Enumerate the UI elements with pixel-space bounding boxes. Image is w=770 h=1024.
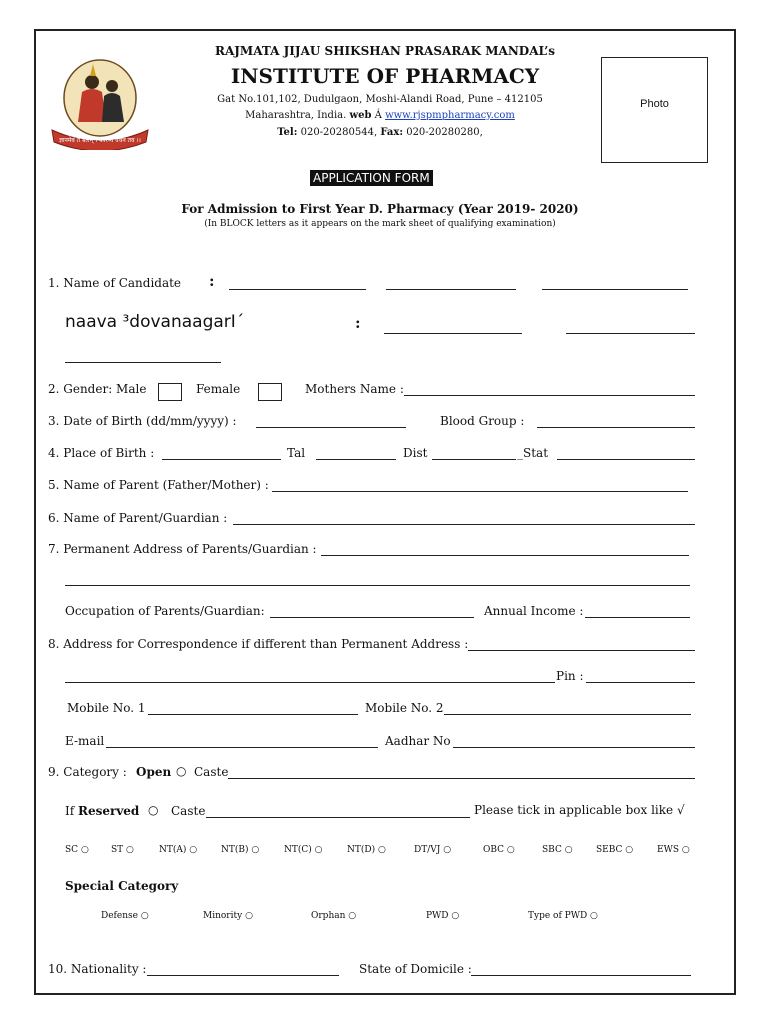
marathi-first-name-input[interactable]: [566, 333, 695, 334]
pob-input[interactable]: [162, 459, 281, 460]
option-sbc[interactable]: [542, 845, 573, 855]
income-input[interactable]: [585, 617, 690, 618]
institute-name: INSTITUTE OF PHARMACY: [230, 64, 540, 88]
photo-label: Photo: [640, 98, 669, 110]
pin-input[interactable]: [586, 682, 695, 683]
option-sc[interactable]: [65, 845, 89, 855]
fax-number: 020-20280280,: [406, 127, 483, 138]
option-sc-label: SC: [65, 845, 79, 855]
category-label: 9. Category :: [48, 765, 127, 779]
option-dtvj-radio[interactable]: ○: [443, 845, 452, 855]
option-st[interactable]: [111, 845, 134, 855]
option-obc-label: OBC: [483, 845, 505, 855]
corr-address-input-2[interactable]: [65, 682, 555, 683]
guardian-name-input[interactable]: [233, 524, 695, 525]
special-type-of-pwd-radio[interactable]: ○: [590, 911, 598, 921]
application-form-badge: APPLICATION FORM: [310, 170, 433, 186]
option-ews-radio[interactable]: ○: [681, 845, 690, 855]
option-sbc-label: SBC: [542, 845, 562, 855]
option-ntc[interactable]: [284, 845, 323, 855]
option-nta-label: NT(A): [159, 845, 187, 855]
reserved-caste-input[interactable]: [206, 817, 470, 818]
name-colon: :: [209, 272, 215, 290]
open-caste-input[interactable]: [228, 778, 695, 779]
open-label: Open: [136, 765, 172, 779]
option-nta-radio[interactable]: ○: [189, 845, 198, 855]
nationality-input[interactable]: [147, 975, 339, 976]
option-sebc[interactable]: [596, 845, 633, 855]
option-obc-radio[interactable]: ○: [506, 845, 515, 855]
website-link[interactable]: www.rjspmpharmacy.com: [385, 110, 515, 121]
option-sbc-radio[interactable]: ○: [564, 845, 573, 855]
mothers-name-input[interactable]: [404, 395, 695, 396]
email-input[interactable]: [106, 747, 378, 748]
mobile2-input[interactable]: [444, 714, 691, 715]
occupation-label: Occupation of Parents/Guardian:: [65, 604, 265, 618]
special-defense-radio[interactable]: ○: [140, 911, 149, 921]
special-minority-radio[interactable]: ○: [245, 911, 253, 921]
tal-label: Tal: [287, 446, 306, 460]
mothers-name-label: Mothers Name :: [305, 382, 404, 396]
female-label: Female: [196, 382, 241, 396]
aadhar-label: Aadhar No: [385, 734, 451, 748]
option-sebc-radio[interactable]: ○: [625, 845, 634, 855]
male-checkbox[interactable]: [158, 383, 182, 401]
caste-label-reserved: Caste: [171, 804, 206, 818]
special-minority[interactable]: [203, 911, 253, 921]
if-label: If: [65, 804, 75, 818]
special-type-of-pwd-label: Type of PWD: [528, 911, 588, 921]
special-pwd-label: PWD: [426, 911, 449, 921]
blood-group-label: Blood Group :: [440, 414, 525, 428]
special-category-label: Special Category: [65, 879, 179, 893]
option-ews[interactable]: [657, 845, 690, 855]
surname-input[interactable]: [229, 289, 366, 290]
open-radio[interactable]: ○: [176, 764, 187, 778]
domicile-input[interactable]: [471, 975, 691, 976]
option-sc-radio[interactable]: ○: [80, 845, 89, 855]
female-checkbox[interactable]: [258, 383, 282, 401]
option-ntd-label: NT(D): [347, 845, 376, 855]
marathi-name-label: naava ³dovanaagarI´: [65, 312, 245, 332]
domicile-label: State of Domicile :: [359, 962, 472, 976]
option-sebc-label: SEBC: [596, 845, 623, 855]
special-defense-label: Defense: [101, 911, 138, 921]
option-ntb-label: NT(B): [221, 845, 249, 855]
first-name-input[interactable]: [386, 289, 516, 290]
form-subtitle: For Admission to First Year D. Pharmacy (Year 2019- 2020): [181, 202, 579, 216]
blood-group-input[interactable]: [537, 427, 695, 428]
aadhar-input[interactable]: [453, 747, 695, 748]
middle-name-input[interactable]: [542, 289, 688, 290]
fax-label: Fax:: [380, 127, 404, 138]
tick-note: Please tick in applicable box like √: [474, 803, 685, 817]
form-note: (In BLOCK letters as it appears on the mark sheet of qualifying examination): [204, 219, 556, 229]
stat-input[interactable]: [557, 459, 695, 460]
email-label: E-mail: [65, 734, 105, 748]
option-dtvj-label: DT/VJ: [414, 845, 441, 855]
option-st-label: ST: [111, 845, 124, 855]
special-orphan-label: Orphan: [311, 911, 346, 921]
perm-address-input-2[interactable]: [65, 585, 690, 586]
nationality-label: 10. Nationality :: [48, 962, 147, 976]
logo-motto: ज्ञानमेवं ते बलम् । करिष्ये वचनं तव ।।: [59, 137, 141, 144]
reserved-label: Reserved: [78, 804, 140, 818]
income-label: Annual Income :: [484, 604, 584, 618]
option-obc[interactable]: [483, 845, 515, 855]
corr-address-input-1[interactable]: [468, 650, 695, 651]
marathi-surname-input[interactable]: [384, 333, 522, 334]
special-type-of-pwd[interactable]: [528, 911, 598, 921]
tel-number: 020-20280544,: [300, 127, 378, 138]
marathi-name-colon: :: [355, 314, 361, 332]
option-ntc-label: NT(C): [284, 845, 312, 855]
parent-name-label: 5. Name of Parent (Father/Mother) :: [48, 478, 269, 492]
name-label: 1. Name of Candidate: [48, 276, 182, 290]
mobile2-label: Mobile No. 2: [365, 701, 444, 715]
org-name: RAJMATA JIJAU SHIKSHAN PRASARAK MANDAL’s: [214, 44, 556, 58]
option-ews-label: EWS: [657, 845, 679, 855]
dist-label: Dist: [403, 446, 428, 460]
option-ntd-radio[interactable]: ○: [378, 845, 386, 855]
option-ntb-radio[interactable]: ○: [251, 845, 260, 855]
option-ntc-radio[interactable]: ○: [314, 845, 323, 855]
dob-input[interactable]: [256, 427, 406, 428]
dob-label: 3. Date of Birth (dd/mm/yyyy) :: [48, 414, 237, 428]
gender-label: 2. Gender: Male: [48, 382, 147, 396]
mobile1-label: Mobile No. 1: [67, 701, 146, 715]
tel-label: Tel:: [277, 127, 298, 138]
option-nta[interactable]: [159, 845, 197, 855]
occupation-input[interactable]: [270, 617, 474, 618]
corr-address-label: 8. Address for Correspondence if different than Permanent Address :: [48, 637, 469, 651]
web-separator: Á: [374, 110, 382, 121]
option-ntd[interactable]: [347, 845, 386, 855]
address-region: Maharashtra, India.: [245, 110, 347, 121]
pin-label: Pin :: [556, 669, 584, 683]
reserved-radio[interactable]: ○: [148, 803, 159, 817]
special-defense[interactable]: [101, 911, 149, 921]
option-ntb[interactable]: [221, 845, 259, 855]
special-orphan[interactable]: [311, 911, 356, 921]
perm-address-input-1[interactable]: [321, 555, 689, 556]
pob-label: 4. Place of Birth :: [48, 446, 155, 460]
parent-name-input[interactable]: [272, 491, 688, 492]
option-dtvj[interactable]: [414, 845, 451, 855]
special-pwd-radio[interactable]: ○: [451, 911, 460, 921]
special-orphan-radio[interactable]: ○: [348, 911, 357, 921]
special-minority-label: Minority: [203, 911, 243, 921]
perm-address-label: 7. Permanent Address of Parents/Guardian :: [48, 542, 317, 556]
special-pwd[interactable]: [426, 911, 459, 921]
guardian-name-label: 6. Name of Parent/Guardian :: [48, 511, 228, 525]
mobile1-input[interactable]: [148, 714, 358, 715]
option-st-radio[interactable]: ○: [126, 845, 134, 855]
tal-input[interactable]: [316, 459, 396, 460]
web-label: web: [349, 110, 372, 121]
caste-label-open: Caste: [194, 765, 229, 779]
dist-input[interactable]: [432, 459, 516, 460]
marathi-middle-name-input[interactable]: [65, 362, 221, 363]
address-line-1: Gat No.101,102, Dudulgaon, Moshi-Alandi Road, Pune – 412105: [217, 94, 543, 105]
stat-label: _Stat: [517, 446, 549, 460]
photo-box[interactable]: [601, 57, 708, 163]
